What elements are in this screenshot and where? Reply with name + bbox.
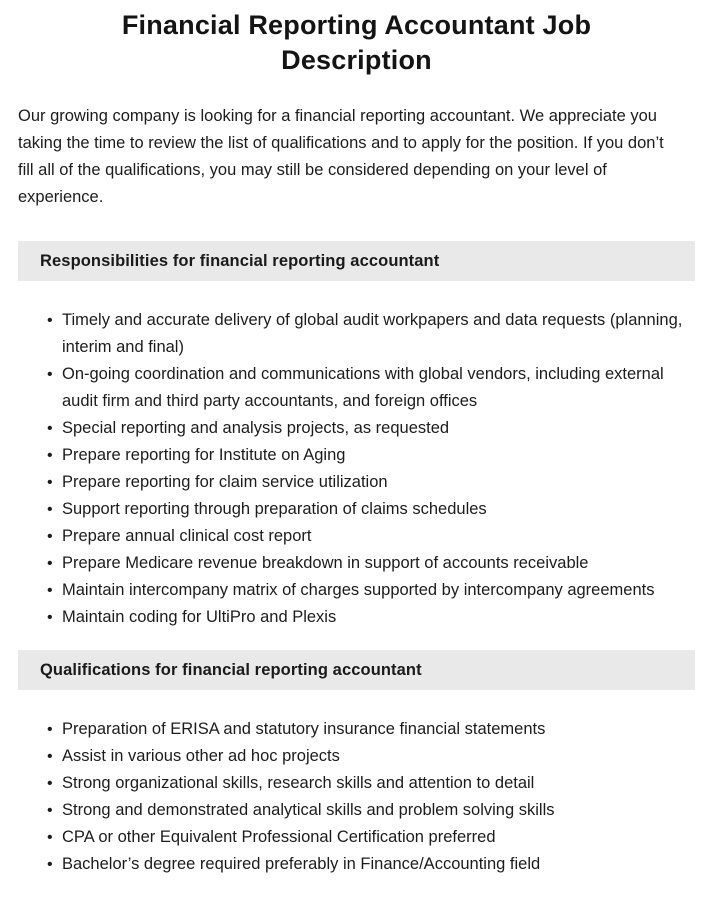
list-item: • Maintain intercompany matrix of charges supported by intercompany agreements — [47, 577, 687, 604]
responsibilities-list — [18, 307, 695, 631]
list-item: • Preparation of ERISA and statutory insurance financial statements — [47, 716, 687, 743]
list-item: • Timely and accurate delivery of global audit workpapers and data requests (planning, interim and final) — [47, 307, 687, 361]
section-header-qualifications: Qualifications for financial reporting accountant — [18, 650, 695, 690]
list-item: • Strong organizational skills, research skills and attention to detail — [47, 770, 687, 797]
list-item: • Support reporting through preparation of claims schedules — [47, 496, 687, 523]
page-title: Financial Reporting Accountant Job Description — [121, 10, 592, 75]
list-item: • Prepare reporting for Institute on Aging — [47, 442, 687, 469]
list-item: • Prepare reporting for claim service utilization — [47, 469, 687, 496]
list-item: • Strong and demonstrated analytical skills and problem solving skills — [47, 797, 687, 824]
list-item: • Special reporting and analysis projects, as requested — [47, 415, 687, 442]
qualifications-list — [18, 716, 695, 878]
list-item: • Prepare annual clinical cost report — [47, 523, 687, 550]
list-item: • On-going coordination and communications with global vendors, including external audit firm and third party accountants, and foreign offices — [47, 361, 687, 415]
list-item: • Bachelor’s degree required preferably in Finance/Accounting field — [47, 851, 687, 878]
list-item: • Assist in various other ad hoc projects — [47, 743, 687, 770]
list-item: • Maintain coding for UltiPro and Plexis — [47, 604, 687, 631]
intro-paragraph: Our growing company is looking for a financial reporting accountant. We appreciate you taking the time to review the list of qualifications and to apply for the position. If you don’t fill all of the qualifications, you may still be considered depending on your level of experience. — [18, 107, 664, 206]
list-item: • CPA or other Equivalent Professional Certification preferred — [47, 824, 687, 851]
section-header-responsibilities: Responsibilities for financial reporting accountant — [18, 241, 695, 281]
list-item: • Prepare Medicare revenue breakdown in support of accounts receivable — [47, 550, 687, 577]
